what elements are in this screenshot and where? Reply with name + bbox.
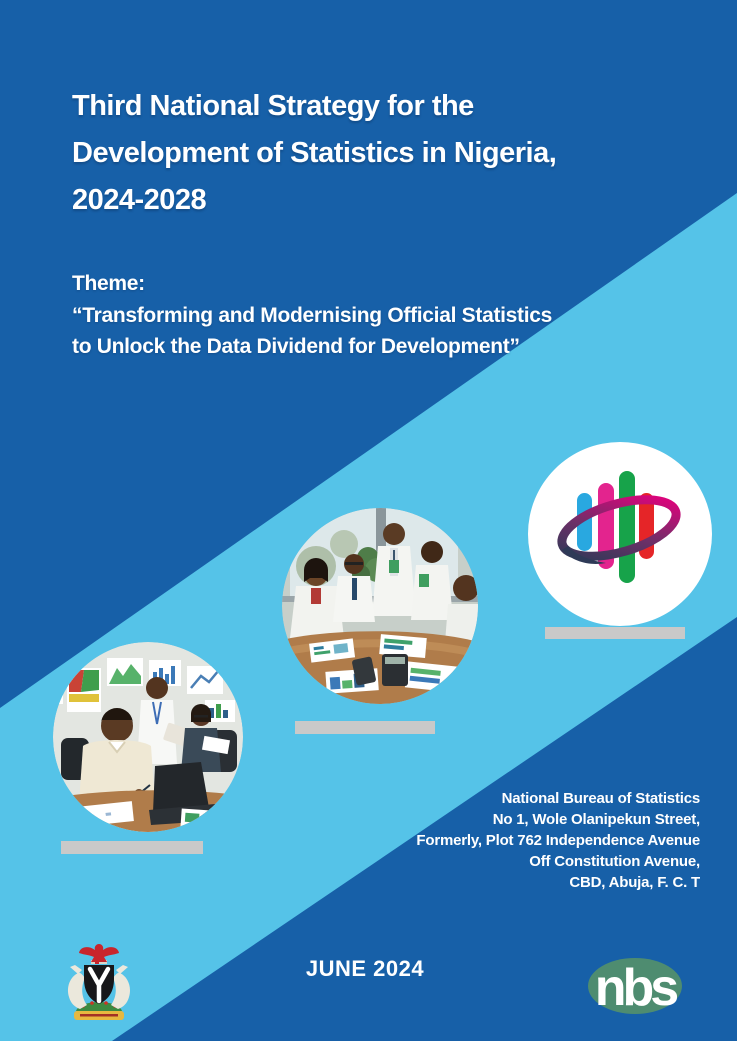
title-line-1: Third National Strategy for the (72, 90, 474, 122)
publication-date: JUNE 2024 (305, 956, 425, 981)
title-line-2: Development of Statistics in Nigeria, (72, 137, 557, 169)
nbs-logo-text: nbs (594, 959, 676, 1017)
team-photo-left (53, 642, 243, 832)
address-line-3: Formerly, Plot 762 Independence Avenue (416, 832, 700, 849)
theme-line-2: to Unlock the Data Dividend for Development” (72, 335, 520, 358)
nigeria-coat-of-arms-icon (62, 941, 136, 1025)
statistics-logo-circle (528, 442, 712, 626)
caption-bar-middle (295, 721, 435, 734)
nbs-logo (585, 954, 685, 1020)
team-photo-middle (282, 508, 478, 704)
address-block (416, 788, 700, 893)
caption-bar-left (61, 841, 203, 854)
team-photo-middle-image (282, 508, 478, 704)
address-line-1: National Bureau of Statistics (501, 790, 700, 807)
address-line-4: Off Constitution Avenue, (529, 853, 700, 870)
statistics-bars-logo-icon (528, 442, 712, 626)
title-line-3: 2024-2028 (72, 184, 207, 216)
theme-heading: Theme: (72, 272, 145, 295)
theme-line-1: “Transforming and Modernising Official Statistics (72, 303, 553, 327)
team-photo-left-image (53, 642, 243, 832)
address-line-5: CBD, Abuja, F. C. T (569, 874, 700, 891)
theme-block (72, 268, 552, 363)
caption-bar-logo (545, 627, 685, 639)
address-line-2: No 1, Wole Olanipekun Street, (492, 811, 700, 828)
page-title (72, 83, 556, 224)
